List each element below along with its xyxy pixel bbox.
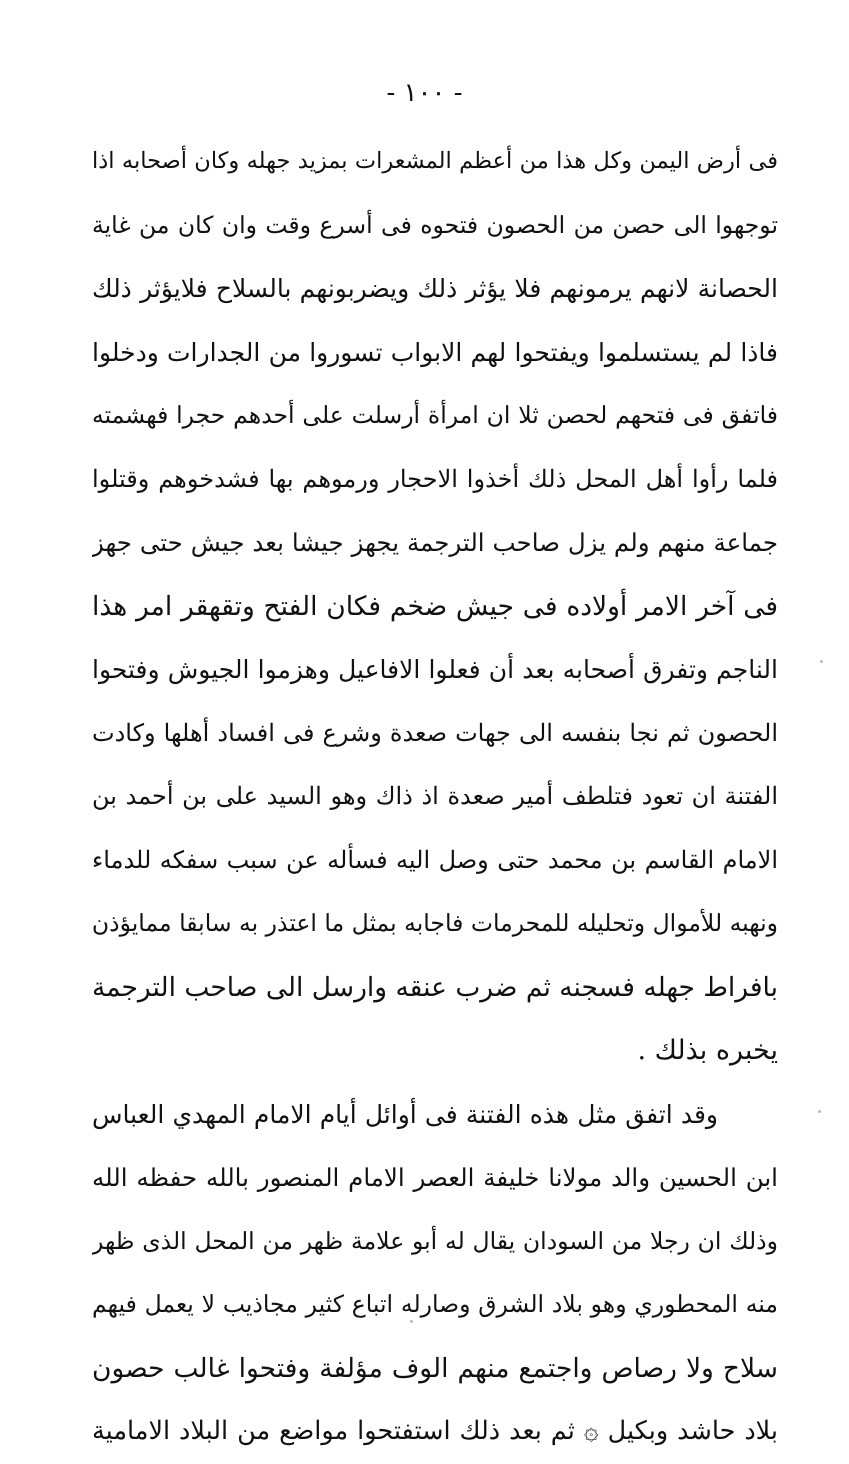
text-line: ونهبه للأموال وتحليله للمحرمات فاجابه بمثل ما اعتذر به سابقا ممايؤذن [92, 909, 778, 937]
text-line: الناجم وتفرق أصحابه بعد أن فعلوا الافاعيل وهزموا الجيوش وفتحوا [92, 655, 778, 684]
page-number: - ١٠٠ - [386, 78, 463, 108]
text-line: وذلك ان رجلا من السودان يقال له أبو علامة ظهر من المحل الذى ظهر [92, 1226, 778, 1255]
paper-speck [820, 660, 823, 663]
text-line: الحصون ثم نجا بنفسه الى جهات صعدة وشرع فى افساد أهلها وكادت [92, 718, 778, 747]
text-line: منه المحطوري وهو بلاد الشرق وصارله اتباع كثير مجاذيب لا يعمل فيهم [92, 1290, 778, 1318]
text-line: فاذا لم يستسلموا ويفتحوا لهم الابواب تسوروا من الجدارات ودخلوا [92, 337, 778, 367]
text-line: توجهوا الى حصن من الحصون فتحوه فى أسرع وقت وان كان من غاية [92, 210, 778, 239]
paper-speck [818, 1110, 821, 1113]
text-line: الحصانة لانهم يرمونهم فلا يؤثر ذلك ويضربونهم بالسلاح فلايؤثر ذلك [92, 274, 778, 303]
text-line: جماعة منهم ولم يزل صاحب الترجمة يجهز جيشا بعد جيش حتى جهز [92, 528, 778, 557]
text-line: فلما رأوا أهل المحل ذلك أخذوا الاحجار ورموهم بها فشدخوهم وقتلوا [92, 464, 778, 493]
paper-speck [410, 1320, 413, 1323]
text-line: يخبره بذلك . [637, 1035, 778, 1066]
text-body [92, 130, 778, 1464]
text-line: بافراط جهله فسجنه ثم ضرب عنقه وارسل الى صاحب الترجمة [92, 971, 778, 1003]
text-line: فاتفق فى فتحهم لحصن ثلا ان امرأة أرسلت على أحدهم حجرا فهشمته [92, 401, 778, 429]
text-line: بلاد حاشد وبكيل ۞ ثم بعد ذلك استفتحوا مواضع من البلاد الامامية [92, 1416, 778, 1446]
text-line: ابن الحسين والد مولانا خليفة العصر الامام المنصور بالله حفظه الله [92, 1163, 778, 1192]
text-line: وقد اتفق مثل هذه الفتنة فى أوائل أيام الامام المهدي العباس [92, 1099, 718, 1129]
text-line: الامام القاسم بن محمد حتى وصل اليه فسأله عن سبب سفكه للدماء [92, 845, 778, 874]
text-line: الفتنة ان تعود فتلطف أمير صعدة اذ ذاك وهو السيد على بن أحمد بن [92, 782, 778, 810]
text-line: سلاح ولا رصاص واجتمع منهم الوف مؤلفة وفتحوا غالب حصون [92, 1352, 778, 1384]
text-line: فى آخر الامر أولاده فى جيش ضخم فكان الفتح وتقهقر امر هذا [92, 590, 778, 622]
text-line: فى أرض اليمن وكل هذا من أعظم المشعرات بمزيد جهله وكان أصحابه اذا [92, 148, 778, 174]
